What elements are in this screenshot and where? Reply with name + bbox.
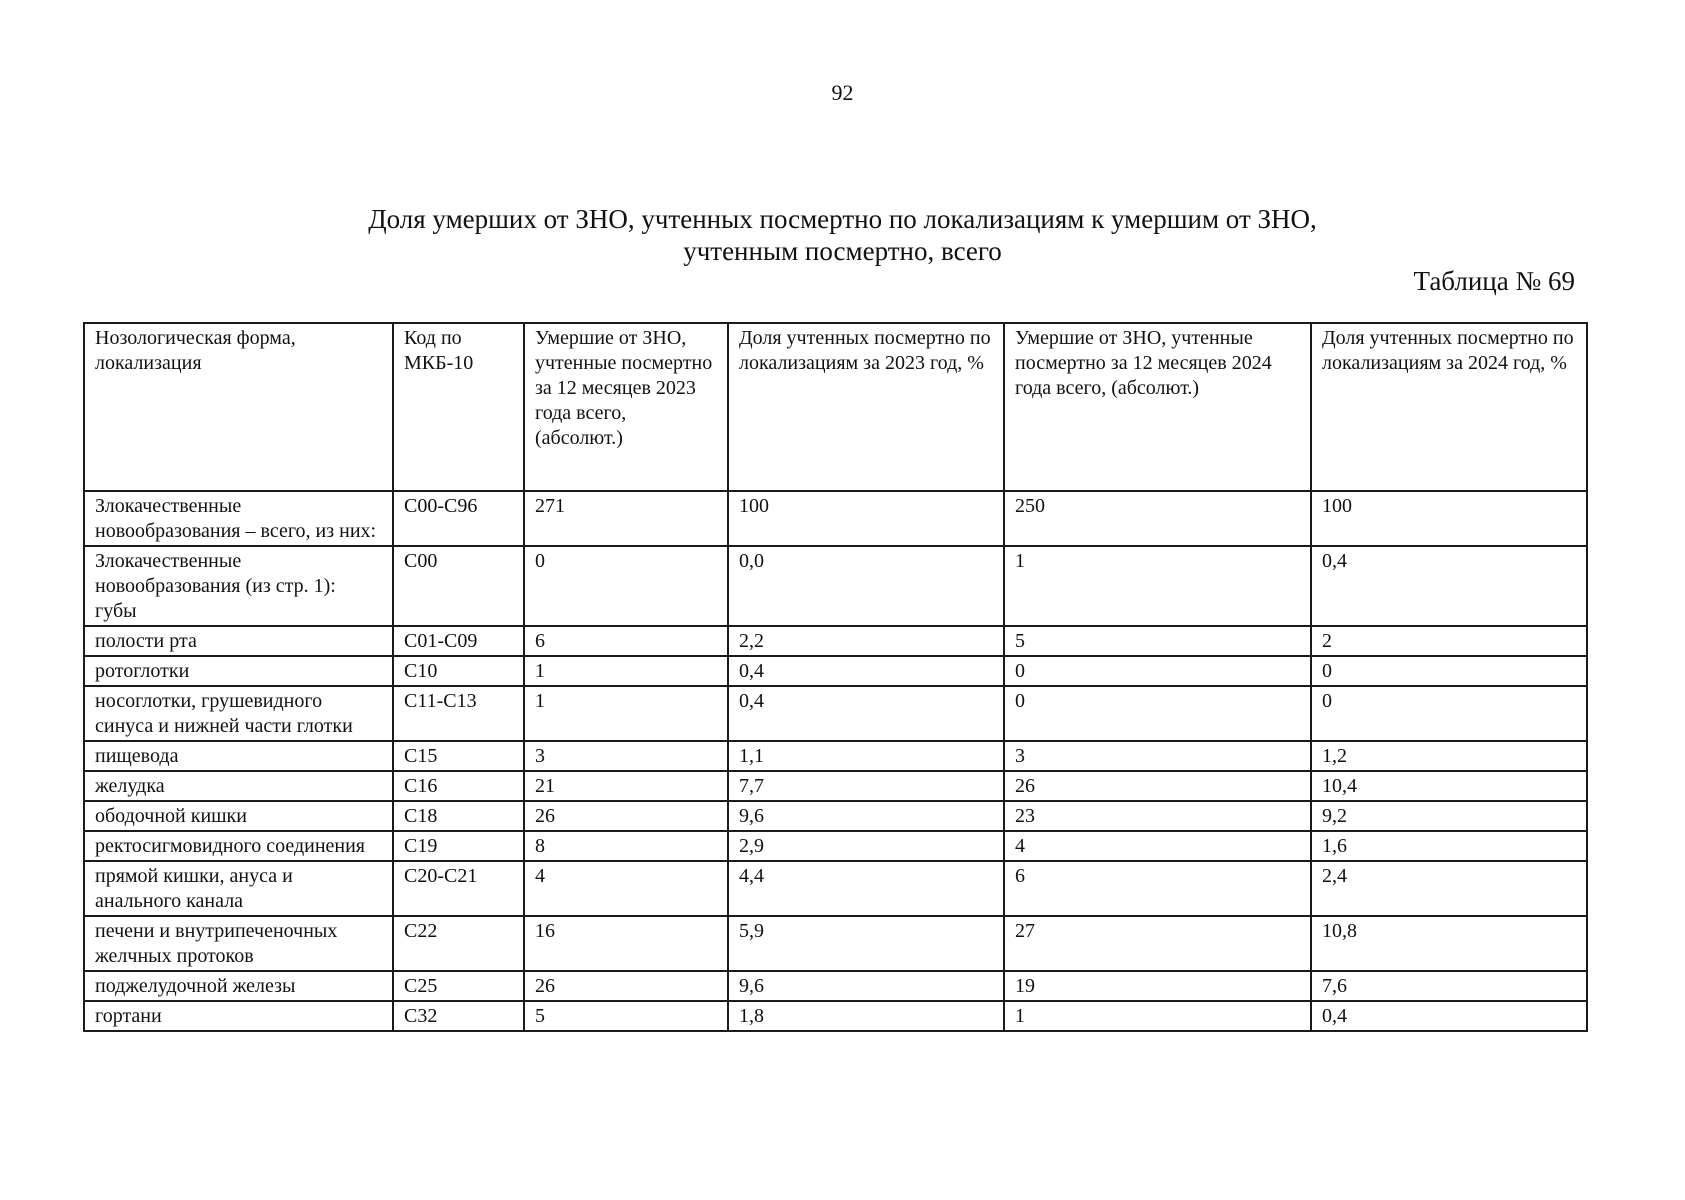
table-row bbox=[84, 801, 1587, 831]
cell-deaths-2024: 4 bbox=[1004, 831, 1311, 861]
cell-deaths-2024: 26 bbox=[1004, 771, 1311, 801]
table-row bbox=[84, 491, 1587, 546]
title-line-2: учтенным посмертно, всего bbox=[683, 236, 1002, 266]
table-number: Таблица № 69 bbox=[1413, 266, 1575, 296]
header-icd-code: Код по МКБ-10 bbox=[393, 323, 524, 491]
table-row bbox=[84, 741, 1587, 771]
cell-deaths-2024: 3 bbox=[1004, 741, 1311, 771]
cell-share-2023: 100 bbox=[728, 491, 1004, 546]
cell-share-2024: 10,8 bbox=[1311, 916, 1587, 971]
cell-deaths-2024: 1 bbox=[1004, 1001, 1311, 1031]
cell-deaths-2024: 250 bbox=[1004, 491, 1311, 546]
cell-deaths-2024: 1 bbox=[1004, 546, 1311, 626]
table-row bbox=[84, 771, 1587, 801]
cell-icd-code: С19 bbox=[393, 831, 524, 861]
cell-localization: носоглотки, грушевидного синуса и нижней части глотки bbox=[84, 686, 393, 741]
cell-share-2023: 5,9 bbox=[728, 916, 1004, 971]
cell-share-2023: 1,1 bbox=[728, 741, 1004, 771]
cell-localization: ректосигмовидного соединения bbox=[84, 831, 393, 861]
cell-deaths-2023: 8 bbox=[524, 831, 728, 861]
cell-localization: ободочной кишки bbox=[84, 801, 393, 831]
title-line-1: Доля умерших от ЗНО, учтенных посмертно по локализациям к умершим от ЗНО, bbox=[368, 204, 1317, 234]
cell-share-2024: 9,2 bbox=[1311, 801, 1587, 831]
cell-deaths-2023: 16 bbox=[524, 916, 728, 971]
cell-deaths-2024: 0 bbox=[1004, 686, 1311, 741]
document-title bbox=[0, 203, 1685, 267]
cell-deaths-2023: 0 bbox=[524, 546, 728, 626]
cell-deaths-2023: 21 bbox=[524, 771, 728, 801]
cell-deaths-2023: 6 bbox=[524, 626, 728, 656]
cell-share-2023: 7,7 bbox=[728, 771, 1004, 801]
cell-deaths-2024: 23 bbox=[1004, 801, 1311, 831]
cell-icd-code: С18 bbox=[393, 801, 524, 831]
cell-deaths-2024: 6 bbox=[1004, 861, 1311, 916]
cell-icd-code: С32 bbox=[393, 1001, 524, 1031]
cell-share-2023: 9,6 bbox=[728, 801, 1004, 831]
header-share-2023: Доля учтенных посмертно по локализациям за 2023 год, % bbox=[728, 323, 1004, 491]
cell-share-2023: 0,0 bbox=[728, 546, 1004, 626]
cell-deaths-2023: 4 bbox=[524, 861, 728, 916]
cell-localization: Злокачественные новообразования – всего, из них: bbox=[84, 491, 393, 546]
cell-share-2023: 9,6 bbox=[728, 971, 1004, 1001]
cell-share-2023: 2,2 bbox=[728, 626, 1004, 656]
cell-deaths-2023: 1 bbox=[524, 686, 728, 741]
cell-localization: гортани bbox=[84, 1001, 393, 1031]
table-row bbox=[84, 831, 1587, 861]
table-row bbox=[84, 656, 1587, 686]
cell-deaths-2023: 1 bbox=[524, 656, 728, 686]
cell-localization: ротоглотки bbox=[84, 656, 393, 686]
cell-share-2024: 0,4 bbox=[1311, 546, 1587, 626]
cell-deaths-2024: 27 bbox=[1004, 916, 1311, 971]
cell-deaths-2023: 271 bbox=[524, 491, 728, 546]
cell-icd-code: С00-С96 bbox=[393, 491, 524, 546]
cell-deaths-2024: 5 bbox=[1004, 626, 1311, 656]
deaths-table bbox=[83, 322, 1588, 1032]
cell-share-2024: 1,2 bbox=[1311, 741, 1587, 771]
header-share-2024: Доля учтенных посмертно по локализациям за 2024 год, % bbox=[1311, 323, 1587, 491]
table-row bbox=[84, 686, 1587, 741]
header-deaths-2024: Умершие от ЗНО, учтенные посмертно за 12 месяцев 2024 года всего, (абсолют.) bbox=[1004, 323, 1311, 491]
cell-localization: пищевода bbox=[84, 741, 393, 771]
cell-icd-code: С20-С21 bbox=[393, 861, 524, 916]
cell-share-2023: 1,8 bbox=[728, 1001, 1004, 1031]
cell-share-2024: 1,6 bbox=[1311, 831, 1587, 861]
cell-icd-code: С15 bbox=[393, 741, 524, 771]
cell-share-2024: 0 bbox=[1311, 686, 1587, 741]
cell-icd-code: С25 bbox=[393, 971, 524, 1001]
cell-icd-code: С22 bbox=[393, 916, 524, 971]
header-deaths-2023: Умершие от ЗНО, учтенные посмертно за 12 месяцев 2023 года всего, (абсолют.) bbox=[524, 323, 728, 491]
header-nosological-form: Нозологическая форма, локализация bbox=[84, 323, 393, 491]
page-number: 92 bbox=[831, 80, 854, 105]
cell-icd-code: С01-С09 bbox=[393, 626, 524, 656]
table-row bbox=[84, 971, 1587, 1001]
cell-deaths-2023: 5 bbox=[524, 1001, 728, 1031]
cell-share-2023: 0,4 bbox=[728, 686, 1004, 741]
cell-deaths-2023: 3 bbox=[524, 741, 728, 771]
cell-localization: поджелудочной железы bbox=[84, 971, 393, 1001]
cell-share-2024: 7,6 bbox=[1311, 971, 1587, 1001]
cell-share-2024: 100 bbox=[1311, 491, 1587, 546]
cell-localization: желудка bbox=[84, 771, 393, 801]
cell-share-2023: 0,4 bbox=[728, 656, 1004, 686]
table-row bbox=[84, 916, 1587, 971]
table-row bbox=[84, 1001, 1587, 1031]
cell-icd-code: С16 bbox=[393, 771, 524, 801]
cell-icd-code: С00 bbox=[393, 546, 524, 626]
cell-share-2024: 2,4 bbox=[1311, 861, 1587, 916]
cell-deaths-2024: 0 bbox=[1004, 656, 1311, 686]
cell-share-2024: 10,4 bbox=[1311, 771, 1587, 801]
cell-deaths-2023: 26 bbox=[524, 801, 728, 831]
cell-share-2023: 2,9 bbox=[728, 831, 1004, 861]
cell-deaths-2023: 26 bbox=[524, 971, 728, 1001]
cell-share-2023: 4,4 bbox=[728, 861, 1004, 916]
cell-icd-code: С10 bbox=[393, 656, 524, 686]
cell-localization: печени и внутрипеченочных желчных протоков bbox=[84, 916, 393, 971]
cell-deaths-2024: 19 bbox=[1004, 971, 1311, 1001]
cell-localization: Злокачественные новообразования (из стр. 1): губы bbox=[84, 546, 393, 626]
table-row bbox=[84, 546, 1587, 626]
cell-share-2024: 0,4 bbox=[1311, 1001, 1587, 1031]
cell-share-2024: 0 bbox=[1311, 656, 1587, 686]
cell-localization: полости рта bbox=[84, 626, 393, 656]
table-row bbox=[84, 861, 1587, 916]
cell-share-2024: 2 bbox=[1311, 626, 1587, 656]
table-row bbox=[84, 626, 1587, 656]
cell-icd-code: С11-С13 bbox=[393, 686, 524, 741]
cell-localization: прямой кишки, ануса и анального канала bbox=[84, 861, 393, 916]
table-header-row bbox=[84, 323, 1587, 491]
